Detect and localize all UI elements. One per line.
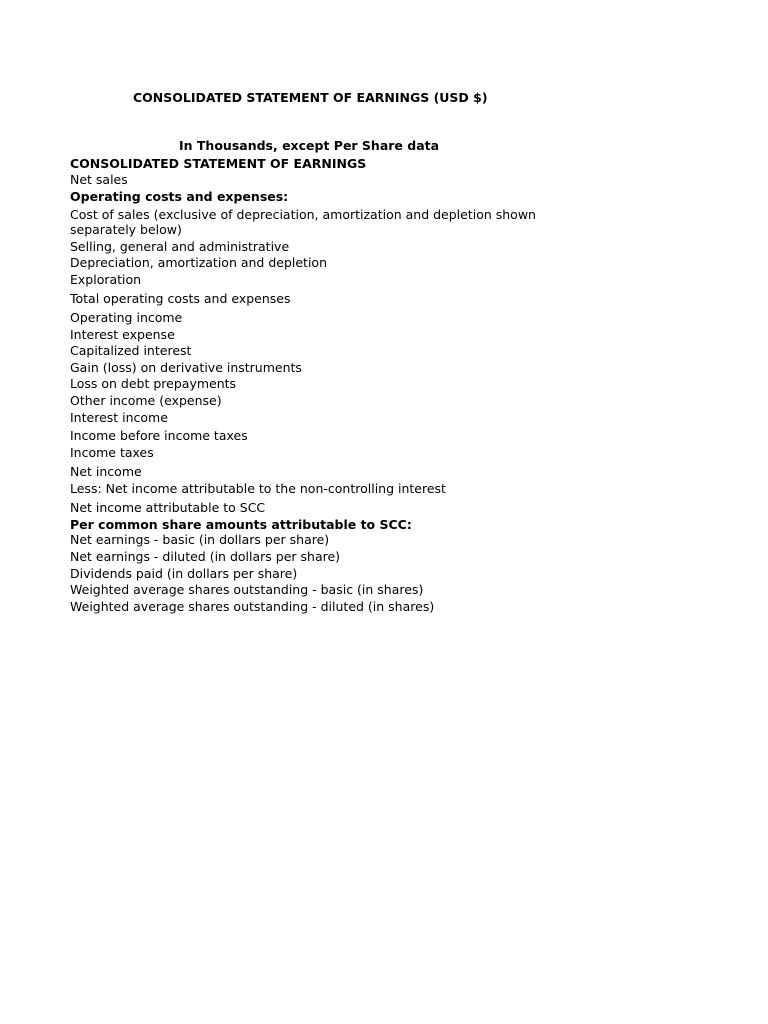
- line-item: Interest income: [70, 410, 168, 425]
- line-item: separately below): [70, 222, 182, 237]
- line-item: Cost of sales (exclusive of depreciation, amortization and depletion shown: [70, 207, 536, 222]
- section-heading: Operating costs and expenses:: [70, 189, 289, 204]
- line-item: Income taxes: [70, 445, 154, 460]
- line-item: Weighted average shares outstanding - basic (in shares): [70, 582, 424, 597]
- line-item: Operating income: [70, 310, 183, 325]
- line-item: Net earnings - basic (in dollars per share): [70, 532, 330, 547]
- line-item: Capitalized interest: [70, 343, 192, 358]
- line-item: Net sales: [70, 172, 128, 187]
- section-heading: CONSOLIDATED STATEMENT OF EARNINGS: [70, 156, 367, 171]
- line-item: Net income: [70, 464, 142, 479]
- line-item: Loss on debt prepayments: [70, 376, 237, 391]
- statement-title: CONSOLIDATED STATEMENT OF EARNINGS (USD $): [133, 90, 488, 105]
- line-item: Total operating costs and expenses: [70, 291, 291, 306]
- line-item: Selling, general and administrative: [70, 239, 290, 254]
- line-item: Net earnings - diluted (in dollars per share): [70, 549, 341, 564]
- line-item: Weighted average shares outstanding - diluted (in shares): [70, 599, 435, 614]
- line-item: Net income attributable to SCC: [70, 500, 266, 515]
- line-item: Gain (loss) on derivative instruments: [70, 360, 302, 375]
- line-item: Exploration: [70, 272, 142, 287]
- line-item: Interest expense: [70, 327, 175, 342]
- line-item: Income before income taxes: [70, 428, 248, 443]
- statement-subtitle: In Thousands, except Per Share data: [179, 138, 440, 153]
- line-item: Other income (expense): [70, 393, 222, 408]
- line-item: Less: Net income attributable to the non-controlling interest: [70, 481, 446, 496]
- line-item: Depreciation, amortization and depletion: [70, 255, 327, 270]
- section-heading: Per common share amounts attributable to SCC:: [70, 517, 412, 532]
- line-item: Dividends paid (in dollars per share): [70, 566, 298, 581]
